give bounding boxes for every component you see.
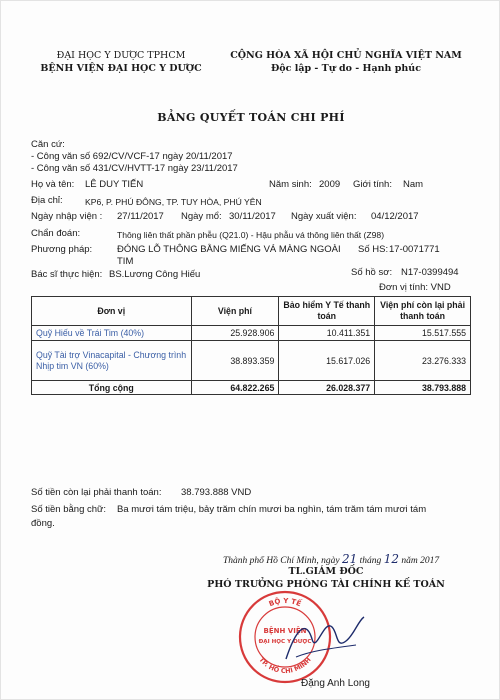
signature — [263, 599, 376, 679]
discharge-label: Ngày xuất viện: — [291, 211, 357, 222]
row-remaining: 15.517.555 — [375, 326, 471, 341]
sign-role-2: PHÓ TRƯỞNG PHÒNG TÀI CHÍNH KẾ TOÁN — [207, 579, 445, 590]
document-title: BẢNG QUYẾT TOÁN CHI PHÍ — [157, 111, 345, 124]
issuer-header — [31, 49, 211, 75]
surgery-label: Ngày mổ: — [181, 211, 222, 222]
basis-item: - Công văn số 431/CV/HVTT-17 ngày 23/11/2017 — [31, 163, 238, 174]
sign-place-prefix: Thành phố Hồ Chí Minh, ngày — [223, 556, 340, 566]
discharge-date: 04/12/2017 — [371, 211, 419, 222]
amount-words-cont: đồng. — [31, 518, 55, 529]
doctor-name: BS.Lương Công Hiếu — [109, 269, 201, 280]
case-id: 17-0071771 — [389, 244, 440, 255]
surgery-date: 30/11/2017 — [229, 211, 276, 222]
birth-label: Năm sinh: — [269, 179, 312, 190]
diagnosis-label: Chẩn đoán: — [31, 228, 81, 239]
sign-role-1: TL.GIÁM ĐỐC — [288, 566, 364, 577]
stamp-mid-text: ĐẠI HỌC Y DƯỢC — [258, 639, 312, 645]
sign-month-label: tháng — [359, 556, 382, 566]
admit-label: Ngày nhập viện : — [31, 211, 103, 222]
remaining-label: Số tiền còn lại phải thanh toán: — [31, 487, 162, 498]
gender: Nam — [403, 179, 424, 190]
col-header-remaining: Viện phí còn lại phải thanh toán — [375, 297, 471, 326]
admit-date: 27/11/2017 — [117, 211, 164, 222]
birth-year: 2009 — [319, 179, 341, 190]
stamp-top-text: BỆNH VIỆN — [263, 627, 307, 635]
table-row — [32, 326, 471, 341]
case-id-label: Số HS: — [358, 244, 389, 255]
basis-label: Căn cứ: — [31, 139, 65, 150]
remaining-value: 38.793.888 VND — [181, 487, 252, 498]
stamp-city: TP. HỒ CHÍ MINH — [257, 655, 313, 676]
issuer-parent: ĐẠI HỌC Y DƯỢC TPHCM — [56, 50, 186, 61]
row-insurance: 10.411.351 — [279, 326, 375, 341]
address: KP6, P. PHÚ ĐÔNG, TP. TUY HÒA, PHÚ YÊN — [85, 197, 262, 207]
amount-words: Ba mươi tám triệu, bảy trăm chín mươi ba nghìn, tám trăm tám mươi tám — [117, 504, 427, 515]
doctor-label: Bác sĩ thực hiện: — [31, 269, 103, 280]
table-header-row — [32, 297, 471, 326]
col-header-fee: Viện phí — [191, 297, 279, 326]
national-header — [221, 49, 471, 75]
sign-date-line — [223, 552, 439, 566]
row-fee: 38.893.359 — [191, 341, 279, 381]
method-line: ĐÓNG LỖ THÔNG BẰNG MIẾNG VÁ MÀNG NGOÀI — [117, 244, 341, 255]
currency-note: Đơn vị tính: VND — [379, 282, 451, 293]
row-unit: Quỹ Tài trợ Vinacapital - Chương trình Nhịp tim VN (60%) — [32, 341, 192, 381]
total-insurance: 26.028.377 — [279, 381, 375, 395]
basis-item: - Công văn số 692/CV/VCF-17 ngày 20/11/2017 — [31, 151, 233, 162]
address-label: Địa chỉ: — [31, 195, 63, 206]
stamp-ring-text: BỘ Y TẾ — [267, 596, 303, 609]
gender-label: Giới tính: — [353, 179, 392, 190]
record-label: Số hồ sơ: — [351, 267, 393, 278]
sign-month: 12 — [383, 552, 399, 566]
issuer-hospital: BỆNH VIỆN ĐẠI HỌC Y DƯỢC — [40, 63, 202, 74]
diagnosis: Thông liên thất phần phễu (Q21.0) - Hậu phẫu vá thông liên thất (Z98) — [117, 230, 385, 240]
sign-year-label: năm — [401, 556, 418, 566]
total-remaining: 38.793.888 — [375, 381, 471, 395]
table-row — [32, 341, 471, 381]
row-insurance: 15.617.026 — [279, 341, 375, 381]
national-motto: Độc lập - Tự do - Hạnh phúc — [270, 63, 421, 74]
sign-year: 2017 — [420, 556, 440, 566]
total-fee: 64.822.265 — [191, 381, 279, 395]
col-header-unit: Đơn vị — [32, 297, 192, 326]
col-header-insurance: Bảo hiểm Y Tế thanh toán — [279, 297, 375, 326]
row-fee: 25.928.906 — [191, 326, 279, 341]
row-unit: Quỹ Hiếu về Trái Tim (40%) — [32, 326, 192, 341]
total-row — [32, 381, 471, 395]
patient-name: LÊ DUY TIẾN — [85, 179, 144, 190]
method-label: Phương pháp: — [31, 244, 93, 255]
name-label: Họ và tên: — [31, 179, 75, 190]
amount-words-label: Số tiền bằng chữ: — [31, 504, 107, 515]
method-line: TIM — [117, 256, 134, 267]
cost-table — [31, 296, 471, 395]
sign-day: 21 — [342, 552, 358, 566]
row-remaining: 23.276.333 — [375, 341, 471, 381]
total-label: Tổng cộng — [32, 381, 192, 395]
signer-name: Đặng Anh Long — [301, 678, 370, 689]
national-title: CỘNG HÒA XÃ HỘI CHỦ NGHĨA VIỆT NAM — [230, 50, 462, 61]
record-number: N17-0399494 — [401, 267, 459, 278]
